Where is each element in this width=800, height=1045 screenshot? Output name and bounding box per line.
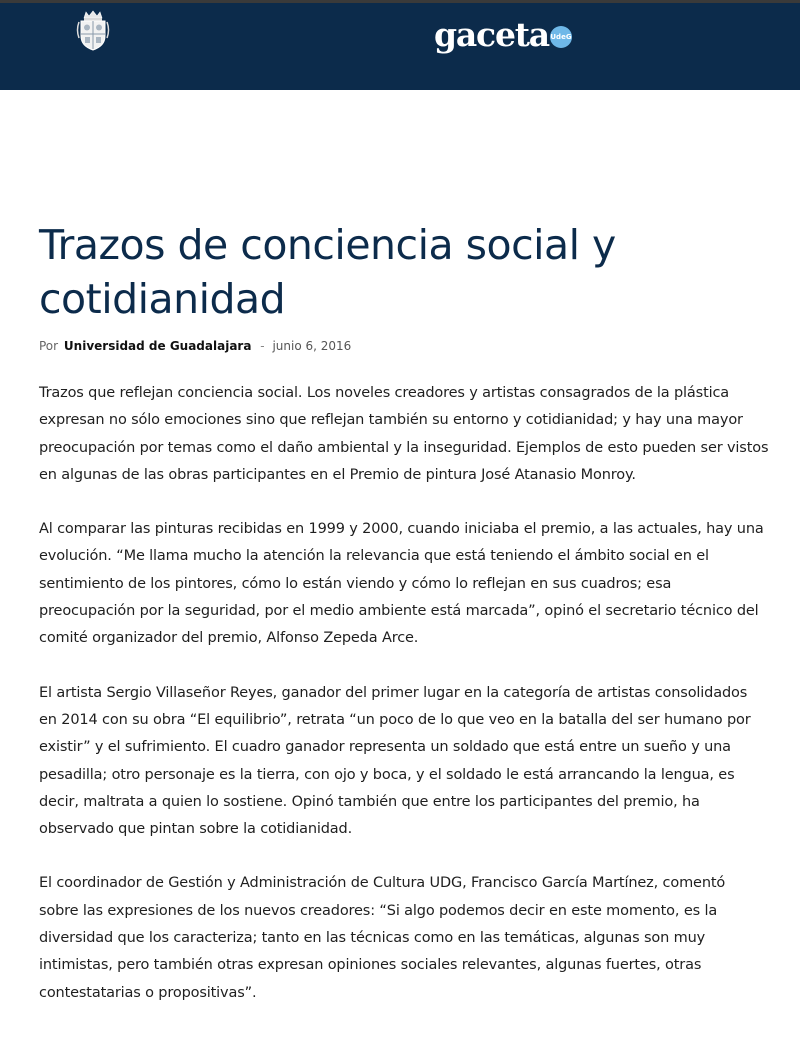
site-header bbox=[0, 3, 800, 90]
university-crest-icon[interactable] bbox=[76, 10, 110, 52]
logo-udeg-badge: UdeG bbox=[550, 26, 572, 48]
article-title: Trazos de conciencia social y cotidianidad bbox=[39, 221, 616, 323]
article-meta bbox=[39, 338, 766, 354]
logo-wordmark: gaceta bbox=[434, 15, 549, 54]
gaceta-logo[interactable] bbox=[434, 13, 572, 57]
publish-date: junio 6, 2016 bbox=[272, 339, 352, 353]
article-paragraph: El artista Sergio Villaseñor Reyes, ganador del primer lugar en la categoría de artistas consolidados en 2014 con su obra “El equilibrio”, retrata “un poco de lo que veo en la batalla del ser humano por existir” y el sufrimiento. El cuadro ganador representa un soldado que está entre un sueño y una pesadilla; otro personaje es la tierra, con ojo y boca, y el soldado le está arrancando la lengua, es decir, maltrata a quien lo sostiene. Opinó también que entre los participantes del premio, ha observado que pintan sobre la cotidianidad. bbox=[39, 684, 751, 838]
article-body bbox=[39, 380, 769, 1007]
meta-separator: - bbox=[260, 339, 265, 353]
article-paragraph: Trazos que reflejan conciencia social. Los noveles creadores y artistas consagrados de la plástica expresan no sólo emociones sino que reflejan también su entorno y cotidianidad; y hay una mayor preocupación por temas como el daño ambiental y la inseguridad. Ejemplos de esto pueden ser vistos en algunas de las obras participantes en el Premio de pintura José Atanasio Monroy. bbox=[39, 385, 769, 483]
article bbox=[0, 90, 800, 1007]
author-link[interactable]: Universidad de Guadalajara bbox=[63, 339, 252, 353]
article-paragraph: El coordinador de Gestión y Administración de Cultura UDG, Francisco García Martínez, comentó sobre las expresiones de los nuevos creadores: “Si algo podemos decir en este momento, es la diversidad que los caracteriza; tanto en las técnicas como en las temáticas, algunas son muy intimistas, pero también otras expresan opiniones sociales relevantes, algunas fuertes, otras contestatarias o propositivas”. bbox=[39, 875, 726, 1001]
byline-label: Por bbox=[39, 339, 59, 353]
article-paragraph: Al comparar las pinturas recibidas en 1999 y 2000, cuando iniciaba el premio, a las actuales, hay una evolución. “Me llama mucho la atención la relevancia que está teniendo el ámbito social en el sentimiento de los pintores, cómo lo están viendo y cómo lo reflejan en sus cuadros; esa preocupación por la seguridad, por el medio ambiente está marcada”, opinó el secretario técnico del comité organizador del premio, Alfonso Zepeda Arce. bbox=[39, 521, 764, 647]
